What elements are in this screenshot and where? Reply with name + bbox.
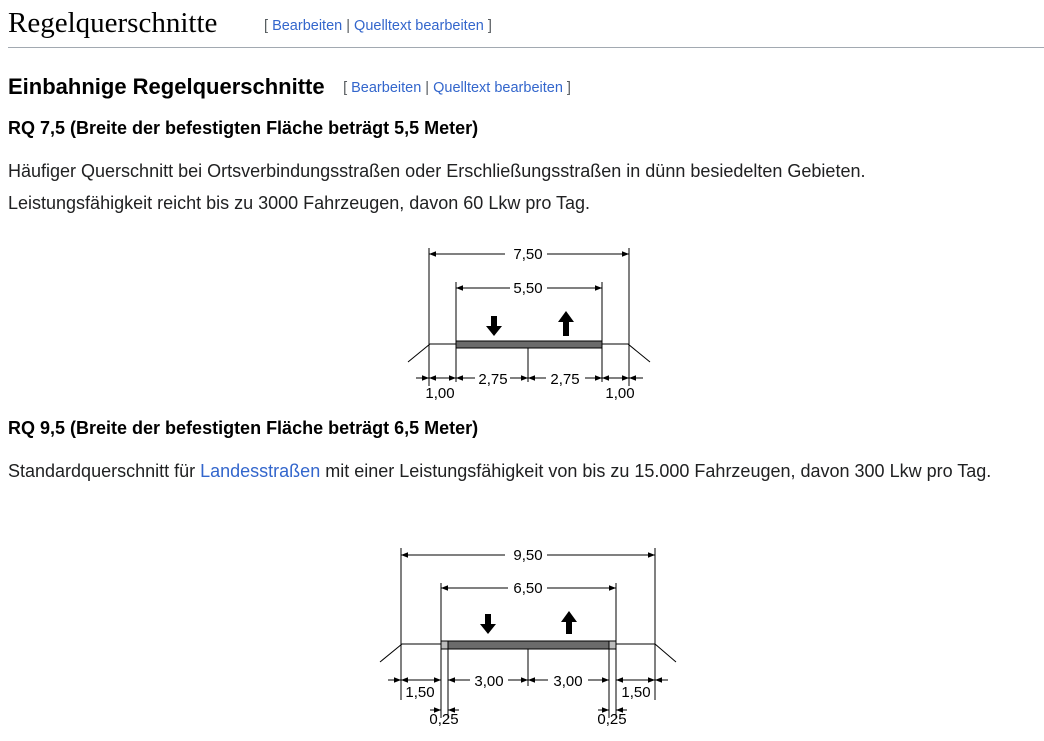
- edit-bracket-close: ]: [487, 18, 492, 34]
- section-heading: [8, 6, 1044, 48]
- rq75-description: [8, 155, 1038, 219]
- section-edit-links: [264, 18, 492, 34]
- rq95-text-before-link: Standardquerschnitt für: [8, 461, 201, 481]
- rq75-paved-width-label: 5,50: [513, 280, 543, 297]
- edit-bracket-open: [: [264, 18, 269, 34]
- rq95-pavement: [448, 641, 609, 649]
- edit-separator: |: [346, 18, 351, 34]
- subsection-edit-links: [343, 80, 571, 96]
- subsection-heading: [8, 74, 571, 100]
- rq95-shoulder-left-label: 1,50: [405, 684, 435, 701]
- rq75-downward-direction-icon: [486, 316, 502, 336]
- rq95-left-slope: [380, 644, 441, 662]
- subsection-source-edit-link[interactable]: Quelltext bearbeiten: [433, 80, 563, 96]
- rq75-cross-section-diagram: [405, 238, 655, 404]
- landesstrassen-link[interactable]: Landesstraßen: [200, 461, 321, 481]
- rq95-paved-width-label: 6,50: [513, 580, 543, 597]
- section-source-edit-link[interactable]: Quelltext bearbeiten: [354, 18, 484, 34]
- rq75-description-line2: Leistungsfähigkeit reicht bis zu 3000 Fahrzeugen, davon 60 Lkw pro Tag.: [8, 193, 591, 213]
- rq95-edge-left-label: 0,25: [429, 711, 459, 728]
- rq75-total-width-label: 7,50: [513, 246, 543, 263]
- subsection-title: Einbahnige Regelquerschnitte: [8, 74, 325, 99]
- rq95-upward-direction-icon: [561, 611, 577, 634]
- edit-separator: |: [425, 80, 430, 96]
- rq95-shoulder-right-label: 1,50: [621, 684, 651, 701]
- rq95-cross-section-diagram: [378, 540, 680, 740]
- subsection-edit-link[interactable]: Bearbeiten: [351, 80, 422, 96]
- rq75-right-slope: [602, 344, 650, 362]
- rq95-edge-right-label: 0,25: [597, 711, 627, 728]
- rq95-left-edge-strip: [441, 641, 448, 649]
- section-title: Regelquerschnitte: [8, 7, 218, 39]
- rq75-shoulder-left-label: 1,00: [425, 385, 455, 402]
- rq95-right-slope: [616, 644, 676, 662]
- rq75-heading: RQ 7,5 (Breite der befestigten Fläche beträgt 5,5 Meter): [8, 118, 479, 138]
- rq95-lane-right-label: 3,00: [553, 673, 583, 690]
- rq75-lane-right-label: 2,75: [550, 371, 580, 388]
- rq75-lane-left-label: 2,75: [478, 371, 508, 388]
- rq75-pavement: [456, 341, 602, 348]
- section-edit-link[interactable]: Bearbeiten: [272, 18, 343, 34]
- rq75-description-line1: Häufiger Querschnitt bei Ortsverbindungsstraßen oder Erschließungsstraßen in dünn besiedelten Gebieten.: [8, 161, 866, 181]
- rq95-text-after-link: mit einer Leistungsfähigkeit von bis zu 15.000 Fahrzeugen, davon 300 Lkw pro Tag.: [320, 461, 992, 481]
- rq95-total-width-label: 9,50: [513, 547, 543, 564]
- edit-bracket-close: ]: [566, 80, 571, 96]
- edit-bracket-open: [: [343, 80, 348, 96]
- rq75-upward-direction-icon: [558, 311, 574, 336]
- rq95-right-edge-strip: [609, 641, 616, 649]
- rq75-shoulder-right-label: 1,00: [605, 385, 635, 402]
- rq95-downward-direction-icon: [480, 614, 496, 634]
- rq75-left-slope: [408, 344, 456, 362]
- rq95-description: [8, 455, 1038, 487]
- rq95-heading: RQ 9,5 (Breite der befestigten Fläche beträgt 6,5 Meter): [8, 418, 479, 438]
- rq95-lane-left-label: 3,00: [474, 673, 504, 690]
